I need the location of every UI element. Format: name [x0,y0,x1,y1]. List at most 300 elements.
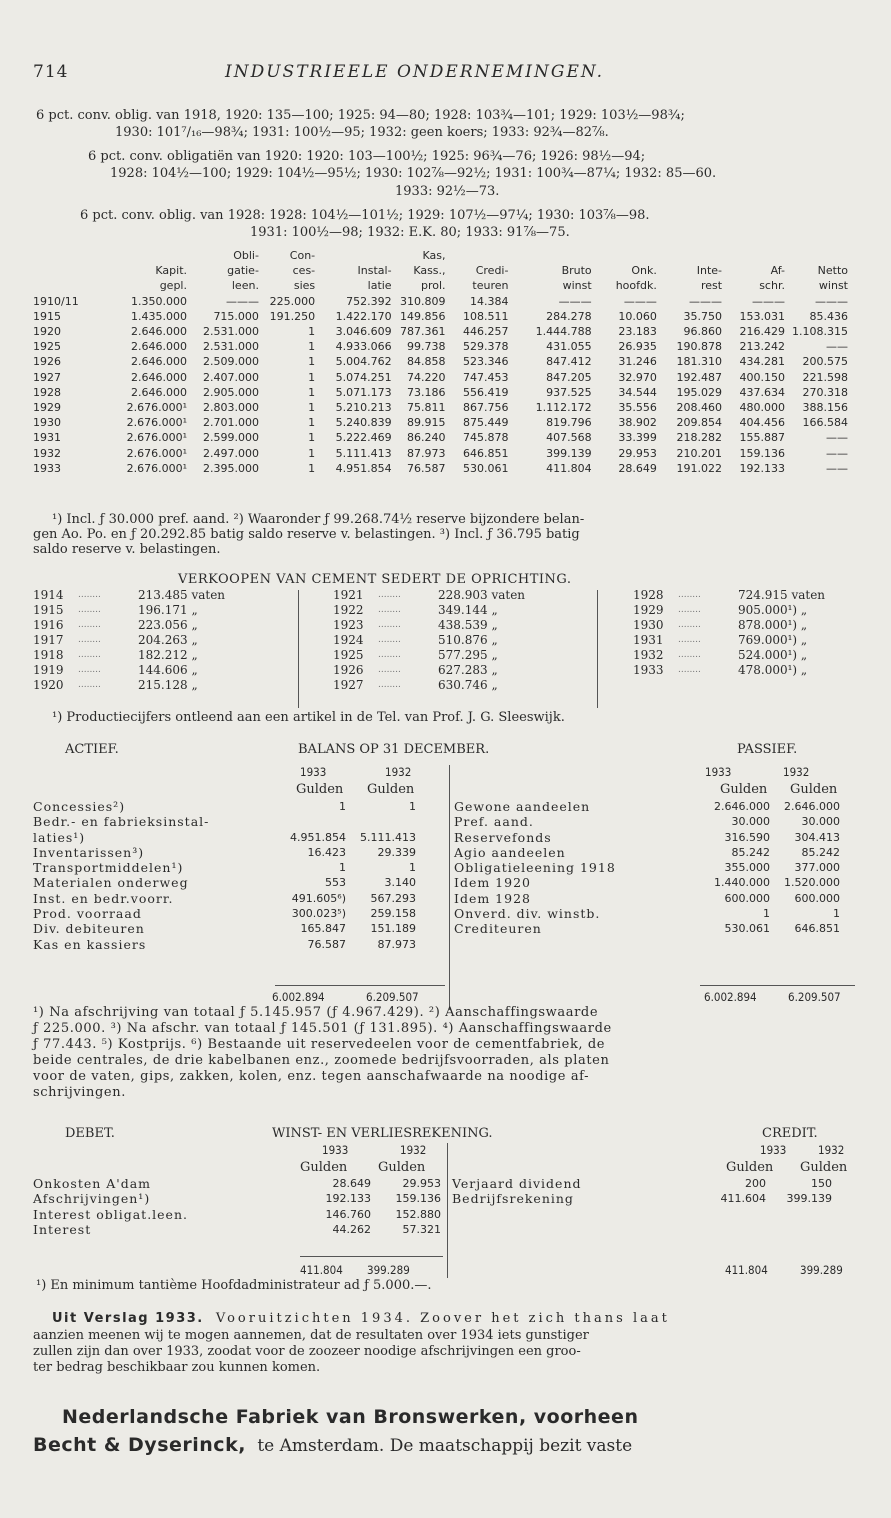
ledger-value-1932: 85.242 [801,845,840,859]
row-year: 1930 [33,416,61,430]
leader-dots: ........ [678,620,701,630]
sales-volume: 478.000¹) „ [738,663,808,677]
column-header: gatie- [227,264,259,278]
table-cell: 937.525 [546,385,592,399]
sales-volume: 196.171 „ [138,603,198,617]
table-cell: 2.646.000 [131,385,187,399]
balance-note-line: ƒ 225.000. ³) Na afschr. van totaal ƒ 145.501 (ƒ 131.895). ⁴) Aanschaffingswaarde [33,1021,612,1036]
column-header: prol. [420,279,446,293]
table-cell: 530.061 [462,461,509,475]
table-cell: 1 [308,461,316,475]
pl-credit-table [452,1176,832,1207]
sales-year: 1914 [33,588,64,602]
sales-volume: 223.056 „ [138,618,198,632]
table-cell: 1 [308,370,316,384]
column-header: gepl. [159,279,187,293]
table-cell: 23.183 [618,325,657,339]
ledger-row [33,937,416,952]
bond-3-line-1: 6 pct. conv. oblig. van 1928: 1928: 104½—101½; 1929: 107½—97¼; 1930: 103⅞—98. [80,208,650,223]
table-cell: 5.071.173 [335,385,392,399]
sales-year: 1916 [33,618,64,632]
leader-dots: ........ [678,650,701,660]
table-cell: 310.809 [400,294,446,308]
column-header [785,248,848,263]
sales-year: 1921 [333,588,364,602]
ledger-value-1933: 2.646.000 [714,800,770,813]
table-cell: 191.250 [269,309,316,323]
table-cell: 35.750 [683,309,723,323]
table-cell: 787.361 [400,325,446,339]
table-cell: 89.915 [407,416,446,430]
table-cell: 4.933.066 [335,340,392,354]
table-cell: 74.220 [407,370,446,384]
ledger-item: Crediteuren [454,921,542,937]
ledger-row [454,830,840,845]
table-cell: 2.701.000 [202,416,259,430]
table-cell: 14.384 [469,294,509,308]
sales-row [33,648,225,663]
report-first-line [52,1311,670,1327]
balance-total-left-1932: 6.209.507 [366,990,419,1004]
table-cell: 4.951.854 [335,461,392,475]
ledger-value-1933: 4.951.854 [290,830,346,844]
row-year: 1920 [33,325,61,339]
company-name-line-2 [33,1434,632,1456]
ledger-value-1933: 300.023⁵) [291,907,346,921]
column-header: Onk. [631,264,657,278]
table-cell: ——— [225,294,259,308]
column-header: Con- [289,249,316,262]
column-header: rest [700,279,723,293]
sales-column-2 [333,588,525,693]
ledger-row [454,799,840,814]
table-cell: 155.887 [739,431,785,445]
balance-unit-3: Gulden [720,782,768,797]
table-cell: 2.803.000 [202,401,259,415]
company-intro: te Amsterdam. De maatschappij bezit vaste [257,1436,633,1456]
sales-volume: 724.915 vaten [738,588,826,602]
table-note-1: ¹) Incl. ƒ 30.000 pref. aand. ²) Waaronder ƒ 99.268.74½ reserve bijzondere belan- [52,512,585,527]
ledger-item: Interest obligat.leen. [33,1206,188,1222]
table-cell: 2.531.000 [202,325,259,339]
table-cell: 200.575 [802,355,848,369]
sales-row [633,663,825,678]
pl-year-1-right: 1933 [760,1143,787,1157]
leader-dots: ........ [678,635,701,645]
table-cell: 76.587 [407,461,446,475]
ledger-value-1932: 1 [409,800,416,813]
table-cell: 192.487 [676,370,723,384]
table-cell: 210.201 [676,446,723,460]
ledger-item: Prod. voorraad [33,906,142,922]
table-cell: 747.453 [462,370,509,384]
ledger-row [33,799,416,814]
column-header: Bruto [561,264,592,278]
leader-dots: ........ [78,680,101,690]
financial-history-table [33,248,848,476]
table-cell: 1.444.788 [535,325,592,339]
ledger-value-1932: 150 [811,1177,832,1190]
report-line-4: ter bedrag beschikbaar zou kunnen komen. [33,1360,321,1375]
table-cell: ——— [623,294,657,308]
table-cell: 2.531.000 [202,340,259,354]
table-cell: 1 [308,340,316,354]
ledger-value-1932: 567.293 [370,891,416,905]
ledger-row [33,1207,441,1222]
ledger-value-1932: 57.321 [402,1222,441,1236]
column-header [446,248,509,263]
column-header [657,248,722,263]
table-cell: 847.205 [546,370,592,384]
column-header: Kapit. [155,264,187,278]
bond-3-line-2: 1931: 100½—98; 1932: E.K. 80; 1933: 91⅞—75. [250,225,570,240]
table-cell: 3.046.609 [335,325,392,339]
sales-row [633,603,825,618]
ledger-value-1933 [276,814,346,829]
ledger-value-1933: 85.242 [731,845,770,859]
table-cell: 1 [308,401,316,415]
ledger-item: Idem 1928 [454,890,531,906]
ledger-value-1932: 259.158 [370,907,416,921]
column-header [33,278,115,293]
table-cell: 2.676.000¹ [126,431,187,445]
ledger-row [33,860,416,875]
pl-total-right-1932: 399.289 [800,1263,843,1277]
table-cell: 2.646.000 [131,340,187,354]
sales-year: 1925 [333,648,364,662]
table-cell: 33.399 [618,431,657,445]
sales-volume: 510.876 „ [438,633,498,647]
page-number: 714 [33,62,69,82]
pl-debit-table [33,1176,441,1237]
table-cell: 847.412 [546,355,592,369]
table-cell: 400.150 [739,370,785,384]
table-cell: 181.310 [676,355,723,369]
sales-year: 1928 [633,588,664,602]
table-cell: —— [826,446,848,460]
table-cell: ——— [558,294,592,308]
table-cell: 28.649 [618,461,657,475]
table-cell: 2.676.000¹ [126,446,187,460]
column-header: hoofdk. [615,279,657,293]
table-header-row-3 [33,278,848,293]
ledger-item: Afschrijvingen¹) [33,1191,151,1207]
table-cell: 73.186 [407,385,446,399]
table-cell: 404.456 [739,416,785,430]
table-cell: 5.004.762 [335,355,392,369]
ledger-row [33,906,416,921]
ledger-row [454,845,840,860]
sales-volume: 144.606 „ [138,663,198,677]
ledger-row [454,875,840,890]
ledger-value-1933: 192.133 [325,1192,371,1206]
table-cell: 149.856 [400,309,446,323]
ledger-value-1933: 316.590 [724,830,770,844]
balance-note-line: voor de vaten, gips, zakken, kolen, enz. tegen aanschafwaarde na noodige af- [33,1069,590,1084]
ledger-item: Inventarissen³) [33,844,145,860]
sales-note: ¹) Productiecijfers ontleend aan een artikel in de Tel. van Prof. J. G. Sleeswijk. [52,710,565,725]
column-header [33,263,115,278]
leader-dots: ........ [378,605,401,615]
row-year: 1925 [33,340,61,354]
sales-volume: 577.295 „ [438,648,498,662]
ledger-value-1933: 16.423 [307,845,346,859]
table-cell: 2.407.000 [202,370,259,384]
leader-dots: ........ [378,650,401,660]
sales-year: 1933 [633,663,664,677]
ledger-row [454,906,840,921]
divider [597,590,598,708]
ledger-row [33,1191,441,1206]
row-year: 1926 [33,355,61,369]
balance-unit-2: Gulden [367,782,415,797]
balance-total-rule-right [700,985,855,986]
table-cell: 2.395.000 [202,461,259,475]
sales-row [333,588,525,603]
table-cell: 32.970 [618,370,657,384]
leader-dots: ........ [678,605,701,615]
table-row [33,415,848,430]
ledger-item: Interest [33,1221,92,1237]
ledger-value-1932: 87.973 [377,937,416,951]
ledger-value-1932: 151.189 [370,922,416,936]
table-cell: 34.544 [618,385,657,399]
sales-year: 1926 [333,663,364,677]
report-line-3: zullen zijn dan over 1933, zoodat voor de zoozeer noodige afschrijvingen een groo- [33,1344,581,1359]
table-cell: 195.029 [676,385,723,399]
sales-year: 1923 [333,618,364,632]
sales-volume: 349.144 „ [438,603,498,617]
table-row [33,339,848,354]
ledger-row [33,1176,441,1191]
column-header: leen. [231,279,259,293]
ledger-value-1933: 30.000 [731,815,770,829]
table-cell: 10.060 [618,309,657,323]
ledger-value-1933: 44.262 [332,1222,371,1236]
pl-unit-4: Gulden [800,1160,848,1175]
ledger-value-1932: 1 [833,907,840,921]
row-year: 1910/11 [33,294,79,308]
ledger-value-1932: 29.953 [402,1177,441,1190]
table-row [33,446,848,461]
table-cell: 523.346 [462,355,509,369]
ledger-item: Div. debiteuren [33,921,145,937]
sales-year: 1924 [333,633,364,647]
balance-unit-4: Gulden [790,782,838,797]
ledger-value-1933: 1 [763,907,770,921]
column-header [722,248,785,263]
balance-divider [449,765,450,1010]
table-cell: 1.112.172 [535,401,592,415]
table-cell: 2.676.000¹ [126,461,187,475]
balance-liabilities-table [454,799,840,937]
table-cell: ——— [689,294,723,308]
sales-column-1 [33,588,225,693]
sales-volume: 627.283 „ [438,663,498,677]
column-header: ces- [292,264,316,278]
table-cell: 437.634 [739,385,785,399]
ledger-row [33,845,416,860]
table-cell: 556.419 [462,385,509,399]
ledger-item: Pref. aand. [454,814,534,830]
balance-notes [33,1005,863,1101]
ledger-item: Bedrijfsrekening [452,1191,574,1207]
table-header-row-1 [33,248,848,263]
table-cell: 1 [308,355,316,369]
sales-row [33,678,225,693]
balance-total-right-1933: 6.002.894 [704,990,757,1004]
sales-year: 1920 [33,678,64,692]
table-cell: —— [826,461,848,475]
sales-volume: 438.539 „ [438,618,498,632]
table-cell: 431.055 [546,340,592,354]
column-header: teuren [472,279,509,293]
leader-dots: ........ [678,665,701,675]
leader-dots: ........ [78,650,101,660]
table-cell: 529.378 [462,340,509,354]
table-row [33,309,848,324]
column-header: Kas, [422,249,446,262]
sales-volume: 630.746 „ [438,678,498,692]
column-header: sies [293,279,316,293]
sales-row [333,648,525,663]
leader-dots: ........ [378,635,401,645]
sales-row [333,603,525,618]
column-header [33,248,115,263]
column-header: latie [367,279,392,293]
balance-total-right-1932: 6.209.507 [788,990,841,1004]
table-row [33,354,848,369]
table-cell: 875.449 [462,416,509,430]
table-cell: 38.902 [618,416,657,430]
ledger-value-1933: 76.587 [307,937,346,951]
table-cell: 159.136 [739,446,785,460]
ledger-value-1932: 2.646.000 [784,800,840,813]
pl-right-heading: CREDIT. [762,1126,818,1141]
ledger-item: Onverd. div. winstb. [454,906,601,922]
column-header: Netto [817,264,848,278]
ledger-value-1933: 200 [745,1177,766,1190]
ledger-value-1932: 5.111.413 [360,830,416,844]
ledger-value-1932: 159.136 [395,1192,441,1206]
pl-left-heading: DEBET. [65,1126,115,1141]
ledger-row [452,1176,832,1191]
sales-year: 1915 [33,603,64,617]
report-line-1: Vooruitzichten 1934. Zoover het zich thans laat [215,1311,670,1326]
table-cell: 745.878 [462,431,509,445]
balance-note-line: beide centrales, de drie kabelbanen enz., zoomede bedrijfsvoorraden, als platen [33,1053,610,1068]
column-header: Inte- [696,264,723,278]
table-cell: 213.242 [739,340,785,354]
ledger-value-1933: 530.061 [724,922,770,936]
column-header: schr. [759,279,785,293]
balance-unit-1: Gulden [296,782,344,797]
table-cell: 221.598 [802,370,848,384]
table-cell: 191.022 [676,461,723,475]
sales-volume: 204.263 „ [138,633,198,647]
table-cell: 2.497.000 [202,446,259,460]
table-cell: 407.568 [546,431,592,445]
company-name-line-1: Nederlandsche Fabriek van Bronswerken, voorheen [62,1406,639,1428]
sales-volume: 769.000¹) „ [738,633,808,647]
table-cell: 446.257 [462,325,509,339]
pl-title: WINST- EN VERLIESREKENING. [272,1126,493,1141]
leader-dots: ........ [378,680,401,690]
table-cell: 2.509.000 [202,355,259,369]
ledger-value-1933: 411.604 [720,1192,766,1206]
ledger-item: Idem 1920 [454,875,531,891]
table-row [33,400,848,415]
table-cell: 26.935 [618,340,657,354]
table-cell: 2.646.000 [131,370,187,384]
table-cell: 1.350.000 [131,294,187,308]
ledger-value-1932: 304.413 [794,830,840,844]
divider [298,590,299,708]
sales-row [633,633,825,648]
ledger-item: Verjaard dividend [452,1176,582,1191]
ledger-item: Concessies²) [33,799,126,814]
table-row [33,370,848,385]
table-cell: 87.973 [407,446,446,460]
table-cell: 1.108.315 [792,325,848,339]
table-cell: 270.318 [802,385,848,399]
balance-year-2-right: 1932 [783,765,810,779]
sales-row [33,588,225,603]
table-cell: 5.111.413 [335,446,392,460]
table-cell: 5.074.251 [335,370,392,384]
column-header: Af- [770,264,785,278]
ledger-item: Kas en kassiers [33,936,147,952]
table-header-row-2 [33,263,848,278]
column-header [592,248,657,263]
table-cell: 434.281 [739,355,785,369]
table-cell: 84.858 [407,355,446,369]
sales-title: VERKOOPEN VAN CEMENT SEDERT DE OPRICHTING. [178,572,572,587]
ledger-item: Agio aandeelen [454,844,566,860]
table-cell: 819.796 [546,416,592,430]
balance-left-heading: ACTIEF. [65,742,119,757]
table-cell: 2.646.000 [131,355,187,369]
ledger-value-1933: 553 [325,876,346,890]
balance-title: BALANS OP 31 DECEMBER. [298,742,490,757]
column-header: Obli- [233,249,259,262]
sales-year: 1927 [333,678,364,692]
column-header: winst [818,279,848,293]
table-cell: 208.460 [676,401,723,415]
table-note-2: gen Ao. Po. en ƒ 20.292.85 batig saldo reserve v. belastingen. ³) Incl. ƒ 36.795 batig [33,527,580,542]
sales-volume: 215.128 „ [138,678,198,692]
ledger-value-1933: 1 [339,861,346,875]
balance-note-line: schrijvingen. [33,1085,126,1100]
table-row [33,461,848,476]
column-header [115,248,187,263]
row-year: 1932 [33,446,61,460]
ledger-row [454,860,840,875]
row-year: 1929 [33,401,61,415]
balance-total-rule-left [275,985,445,986]
pl-year-2-right: 1932 [818,1143,845,1157]
ledger-value-1933: 491.605⁶) [291,891,346,905]
table-cell: 218.282 [676,431,723,445]
ledger-item: Obligatieleening 1918 [454,860,616,876]
running-title: INDUSTRIEELE ONDERNEMINGEN. [225,62,605,82]
table-note-3: saldo reserve v. belastingen. [33,542,221,557]
table-cell: 1.422.170 [335,309,392,323]
table-cell: 86.240 [407,431,446,445]
table-cell: 192.133 [739,461,785,475]
sales-year: 1918 [33,648,64,662]
sales-row [33,633,225,648]
